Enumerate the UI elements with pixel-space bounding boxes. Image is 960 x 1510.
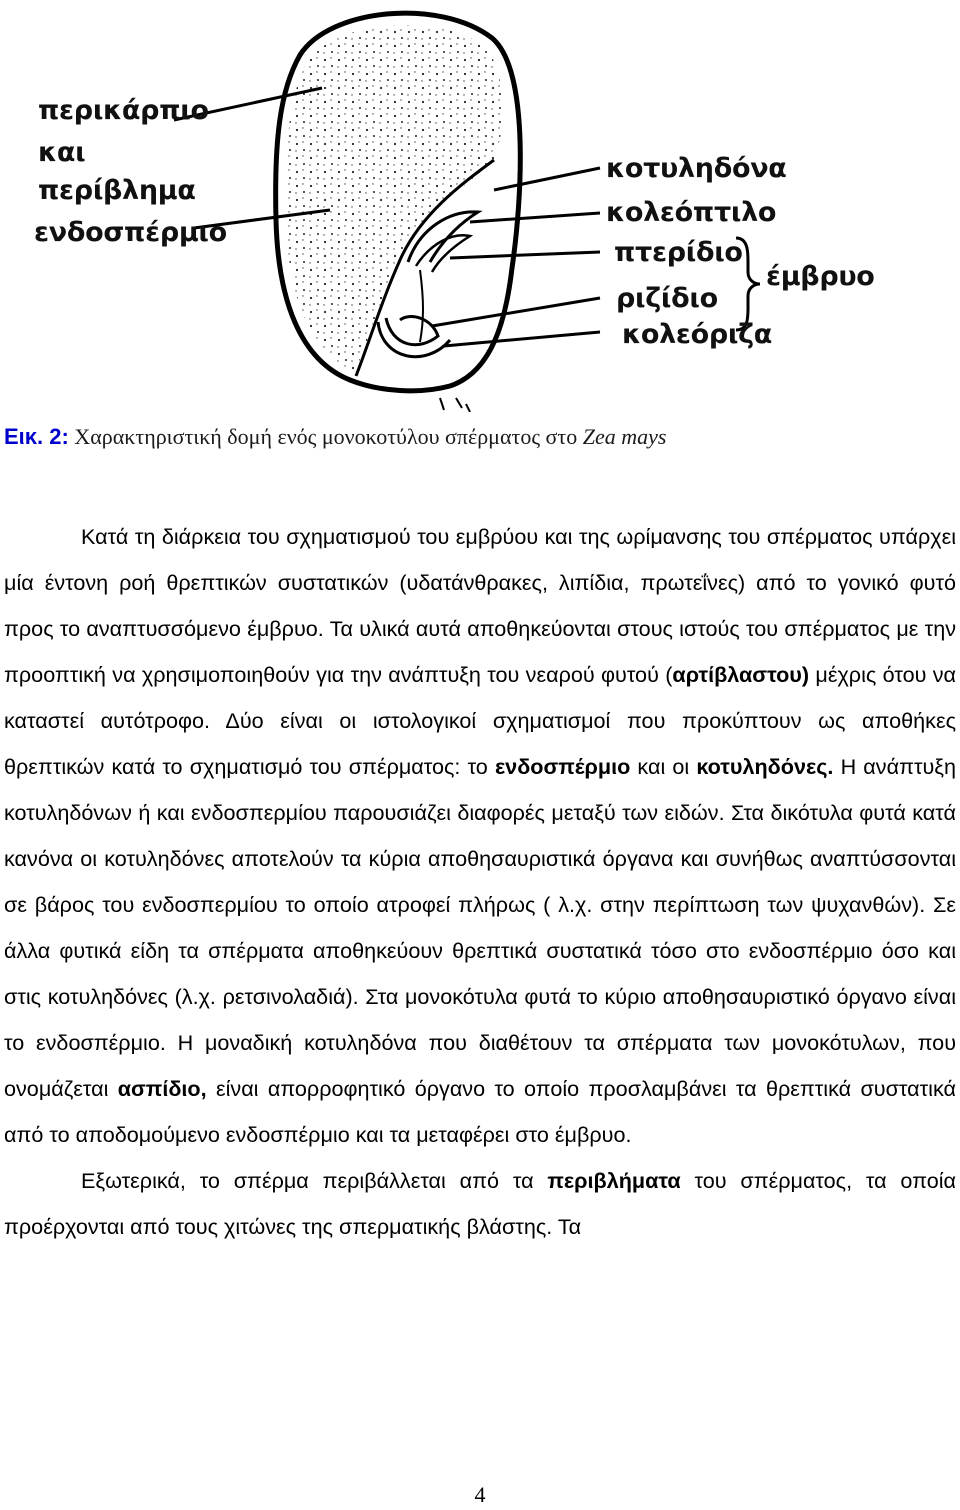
page-number: 4 xyxy=(474,1482,486,1507)
p1-text-3: και οι xyxy=(630,754,697,779)
label-coleorhiza: κολεόριζα xyxy=(622,319,773,350)
caption-species: Zea mays xyxy=(582,424,667,449)
figure-caption xyxy=(4,424,666,450)
p2-bold-perivlimata: περιβλήματα xyxy=(547,1168,681,1193)
p1-text-5: είναι απορροφητικό όργανο το οποίο προσλαμβάνει τα θρεπτικά συστατικά από το αποδομούμενο ενδοσπέρμιο και τα μεταφέρει στο έμβρυο. xyxy=(4,1076,956,1147)
p1-bold-endosperm: ενδοσπέρμιο xyxy=(494,754,631,779)
label-coleoptile: κολεόπτιλο xyxy=(606,197,777,228)
seed-diagram-figure xyxy=(0,0,960,412)
p1-text-1: Κατά τη διάρκεια του σχηματισμού του εμβρύου και της ωρίμανσης του σπέρματος υπάρχει μία έντονη ροή θρεπτικών συστατικών (υδατάνθρακες, λιπίδια, πρωτεΐνες) από το γονικό φυτό προς το αναπτυσσόμενο έμβρυο. Τα υλικά αυτά αποθηκεύονται στους ιστούς του σπέρματος με την προοπτική να χρησιμοποιηθούν για την ανάπτυξη του νεαρού φυτού ( xyxy=(4,524,956,687)
p2-text-1: Εξωτερικά, το σπέρμα περιβάλλεται από τα xyxy=(81,1168,548,1193)
p1-text-4: Η ανάπτυξη κοτυληδόνων ή και ενδοσπερμίου παρουσιάζει διαφορές μεταξύ των ειδών. Στα δικότυλα φυτά κατά κανόνα οι κοτυληδόνες αποτελούν τα κύρια αποθησαυριστικά όργανα και συνήθως αναπτύσσονται σε βάρος του ενδοσπερμίου το οποίο ατροφεί πλήρως ( λ.χ. στην περίπτωση των ψυχανθών). Σε άλλα φυτικά είδη τα σπέρματα αποθηκεύουν θρεπτικά συστατικά τόσο στο ενδοσπέρμιο όσο και στις κοτυληδόνες (λ.χ. ρετσινολαδιά). Στα μονοκότυλα φυτά το κύριο αποθησαυριστικό όργανο είναι το ενδοσπέρμιο. Η μοναδική κοτυληδόνα που διαθέτουν τα σπέρματα των μονοκότυλων, που ονομάζεται xyxy=(4,754,956,1101)
p1-bold-cotyledons: κοτυληδόνες. xyxy=(696,754,834,779)
label-endosperm: ενδοσπέρμιο xyxy=(34,217,227,248)
label-cotyledon: κοτυληδόνα xyxy=(606,153,787,184)
paragraph-1 xyxy=(4,514,956,1158)
label-pericarp-line2: και xyxy=(38,137,86,168)
base-marks xyxy=(440,398,470,412)
label-embryo: έμβρυο xyxy=(766,261,875,292)
caption-label: Εικ. 2: xyxy=(4,424,69,449)
p1-bold-artivlastou: αρτίβλαστου) xyxy=(672,662,810,687)
label-pericarp-line1: περικάρπιο xyxy=(38,95,209,126)
body-text xyxy=(4,514,956,1250)
p1-text-2: μέχρις ότου να καταστεί αυτότροφο. Δύο είναι οι ιστολογικοί σχηματισμοί που προκύπτουν ως αποθήκες θρεπτικών κατά το σχηματισμό του σπέρματος: το xyxy=(4,662,957,779)
paragraph-2 xyxy=(4,1158,956,1250)
p2-text-2: του σπέρματος, τα οποία προέρχονται από τους χιτώνες της σπερματικής βλάστης. Τα xyxy=(4,1168,956,1239)
p1-bold-aspidio: ασπίδιο, xyxy=(117,1076,207,1101)
label-plumule: πτερίδιο xyxy=(614,237,743,268)
caption-text: Χαρακτηριστική δομή ενός μονοκοτύλου σπέρματος στο xyxy=(68,424,583,449)
label-radicle: ριζίδιο xyxy=(616,283,718,314)
maize-seed-illustration xyxy=(0,0,960,412)
label-pericarp-line3: περίβλημα xyxy=(38,175,196,206)
